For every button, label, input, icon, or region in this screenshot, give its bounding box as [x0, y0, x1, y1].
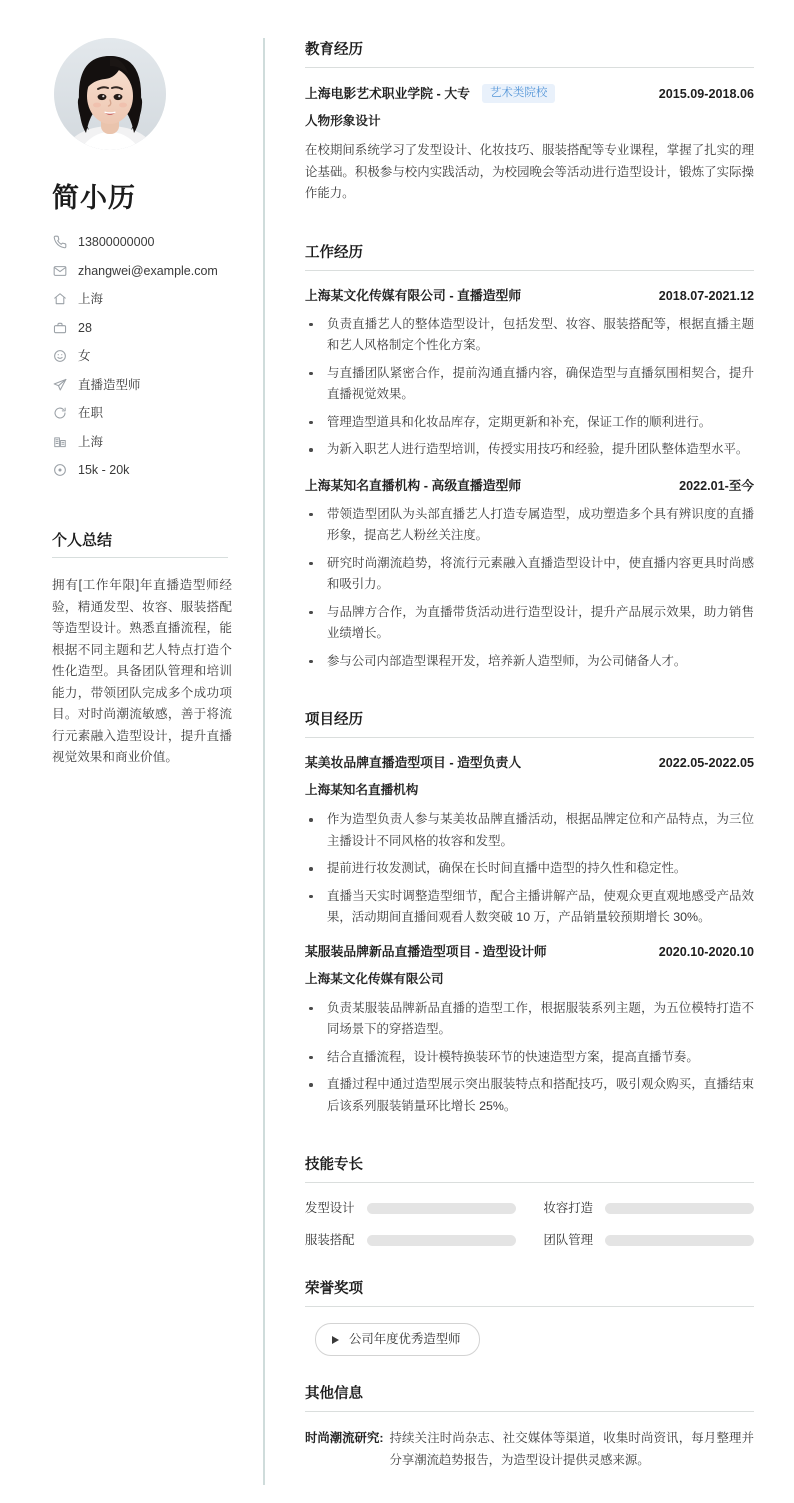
work-date: 2018.07-2021.12 [658, 288, 754, 303]
list-item: 与直播团队紧密合作，提前沟通直播内容，确保造型与直播氛围相契合，提升直播视觉效果。 [305, 363, 754, 406]
list-item: 负责某服装品牌新品直播的造型工作，根据服装系列主题，为五位模特打造不同场景下的穿搭造型。 [305, 998, 754, 1041]
skill-progress-track [605, 1235, 754, 1246]
work-bullets [305, 504, 754, 673]
project-title: 某服装品牌新品直播造型项目 - 造型设计师 [305, 943, 547, 959]
skill-progress-track [605, 1203, 754, 1214]
contact-status [52, 404, 233, 422]
skills-heading: 技能专长 [305, 1153, 754, 1183]
paper-plane-icon [52, 377, 67, 392]
contact-age [52, 319, 233, 337]
education-major: 人物形象设计 [305, 114, 381, 128]
honor-label: 公司年度优秀造型师 [349, 1332, 461, 1346]
education-entry-header [305, 84, 754, 103]
refresh-icon [52, 406, 67, 421]
summary-heading: 个人总结 [52, 529, 228, 558]
projects-section [305, 708, 754, 1117]
main-column [263, 0, 794, 1503]
skill-label: 发型设计 [305, 1201, 355, 1215]
project-bullets [305, 809, 754, 929]
contact-salary [52, 461, 233, 479]
work-section [305, 241, 754, 673]
contact-value: 在职 [78, 406, 104, 420]
project-date: 2020.10-2020.10 [658, 944, 754, 959]
home-icon [52, 292, 67, 307]
triangle-right-icon [332, 1336, 339, 1344]
skill-row [544, 1199, 755, 1217]
skill-label: 妆容打造 [543, 1201, 594, 1215]
project-entry [305, 943, 754, 1118]
education-tag: 艺术类院校 [482, 84, 556, 103]
contact-gender [52, 347, 233, 365]
list-item: 带领造型团队为头部直播艺人打造专属造型，成功塑造多个具有辨识度的直播形象，提高艺人粉丝关注度。 [305, 504, 754, 547]
list-item: 参与公司内部造型课程开发，培养新人造型师，为公司储备人才。 [305, 651, 754, 673]
list-item: 为新入职艺人进行造型培训，传授实用技巧和经验，提升团队整体造型水平。 [305, 439, 754, 461]
skill-label: 服装搭配 [305, 1233, 355, 1247]
list-item: 作为造型负责人参与某美妆品牌直播活动，根据品牌定位和产品特点，为三位主播设计不同风格的妆容和发型。 [305, 809, 754, 852]
list-item: 直播当天实时调整造型细节，配合主播讲解产品，使观众更直观地感受产品效果，活动期间直播间观看人数突破 10 万，产品销量较预期增长 30%。 [305, 886, 754, 929]
work-title: 上海某知名直播机构 - 高级直播造型师 [305, 477, 522, 493]
project-date: 2022.05-2022.05 [658, 756, 754, 770]
other-heading: 其他信息 [305, 1382, 754, 1412]
list-item: 研究时尚潮流趋势，将流行元素融入直播造型设计中，使直播内容更具时尚感和吸引力。 [305, 553, 754, 596]
project-title: 某美妆品牌直播造型项目 - 造型负责人 [305, 755, 522, 770]
project-entry [305, 754, 754, 929]
project-org: 上海某文化传媒有限公司 [305, 971, 444, 986]
person-name: 简小历 [52, 183, 136, 213]
avatar [54, 38, 166, 150]
summary-text: 拥有[工作年限]年直播造型师经验，精通发型、妆容、服装搭配等造型设计。熟悉直播流程，能根据不同主题和艺人特点打造个性化造型。具备团队管理和培训能力，带领团队完成多个成功项目。对时尚潮流敏感，善于将流行元素融入造型设计，提升直播视觉效果和商业价值。 [52, 578, 232, 764]
contact-list [52, 233, 233, 479]
other-text: 持续关注时尚杂志、社交媒体等渠道，收集时尚资讯，每月整理并分享潮流趋势报告，为造型设计提供灵感来源。 [389, 1431, 754, 1467]
contact-location [52, 290, 233, 308]
summary-section [52, 529, 233, 769]
work-heading: 工作经历 [305, 241, 754, 271]
project-entry-header [305, 754, 754, 772]
project-org: 上海某知名直播机构 [305, 783, 419, 797]
contact-email [52, 262, 233, 280]
work-entry [305, 287, 754, 461]
education-school [305, 84, 555, 103]
briefcase-icon [52, 320, 67, 335]
contact-value: 女 [78, 349, 91, 363]
building-icon [52, 434, 67, 449]
list-item: 管理造型道具和化妆品库存，定期更新和补充，保证工作的顺利进行。 [305, 412, 754, 434]
target-icon [52, 463, 67, 478]
education-section [305, 38, 754, 205]
honor-badge[interactable] [315, 1323, 480, 1356]
honors-section [305, 1277, 754, 1356]
education-description: 在校期间系统学习了发型设计、化妆技巧、服装搭配等专业课程，掌握了扎实的理论基础。积极参与校内实践活动，为校园晚会等活动进行造型设计，锻炼了实际操作能力。 [305, 143, 754, 200]
skill-progress-track [367, 1235, 516, 1246]
project-bullets [305, 998, 754, 1118]
list-item: 结合直播流程，设计模特换装环节的快速造型方案，提高直播节奏。 [305, 1047, 754, 1069]
contact-value: zhangwei@example.com [78, 263, 218, 278]
skill-label: 团队管理 [543, 1233, 594, 1247]
skill-progress-track [367, 1203, 516, 1214]
list-item: 与品牌方合作，为直播带货活动进行造型设计，提升产品展示效果，助力销售业绩增长。 [305, 602, 754, 645]
projects-heading: 项目经历 [305, 708, 754, 738]
contact-value: 直播造型师 [78, 377, 141, 392]
contact-job-title [52, 376, 233, 394]
project-entry-header [305, 943, 754, 961]
work-entry-header [305, 475, 754, 495]
face-icon [52, 349, 67, 364]
contact-value: 13800000000 [78, 235, 155, 249]
contact-value: 上海 [78, 292, 104, 306]
list-item: 直播过程中通过造型展示突出服装特点和搭配技巧，吸引观众购买，直播结束后该系列服装销量环比增长 25%。 [305, 1074, 754, 1117]
honors-heading: 荣誉奖项 [305, 1277, 754, 1307]
other-item [305, 1428, 754, 1471]
honors-list [315, 1323, 754, 1356]
sidebar [0, 0, 263, 1503]
contact-value: 15k - 20k [78, 463, 130, 477]
list-item: 提前进行妆发测试，确保在长时间直播中造型的持久性和稳定性。 [305, 858, 754, 880]
column-divider [263, 38, 265, 1485]
work-entry-header [305, 287, 754, 305]
list-item: 负责直播艺人的整体造型设计，包括发型、妆容、服装搭配等，根据直播主题和艺人风格制定个性化方案。 [305, 314, 754, 357]
work-date: 2022.01-至今 [679, 478, 754, 493]
phone-icon [52, 235, 67, 250]
contact-city [52, 433, 233, 451]
skill-row [305, 1231, 516, 1249]
education-entry [305, 84, 754, 205]
work-title: 上海某文化传媒有限公司 - 直播造型师 [305, 287, 522, 303]
profile-photo-icon [54, 38, 166, 150]
contact-value: 上海 [78, 434, 104, 449]
skills-grid [305, 1199, 754, 1249]
work-entry [305, 475, 754, 673]
work-bullets [305, 314, 754, 461]
education-date: 2015.09-2018.06 [658, 86, 754, 101]
education-heading: 教育经历 [305, 38, 754, 68]
skill-row [544, 1231, 755, 1249]
education-school-text: 上海电影艺术职业学院 - 大专 [305, 85, 470, 101]
skills-section [305, 1153, 754, 1249]
other-label: 时尚潮流研究: [305, 1431, 384, 1445]
contact-phone [52, 233, 233, 251]
contact-value: 28 [78, 320, 92, 335]
envelope-icon [52, 263, 67, 278]
other-section [305, 1382, 754, 1471]
skill-row [305, 1199, 516, 1217]
